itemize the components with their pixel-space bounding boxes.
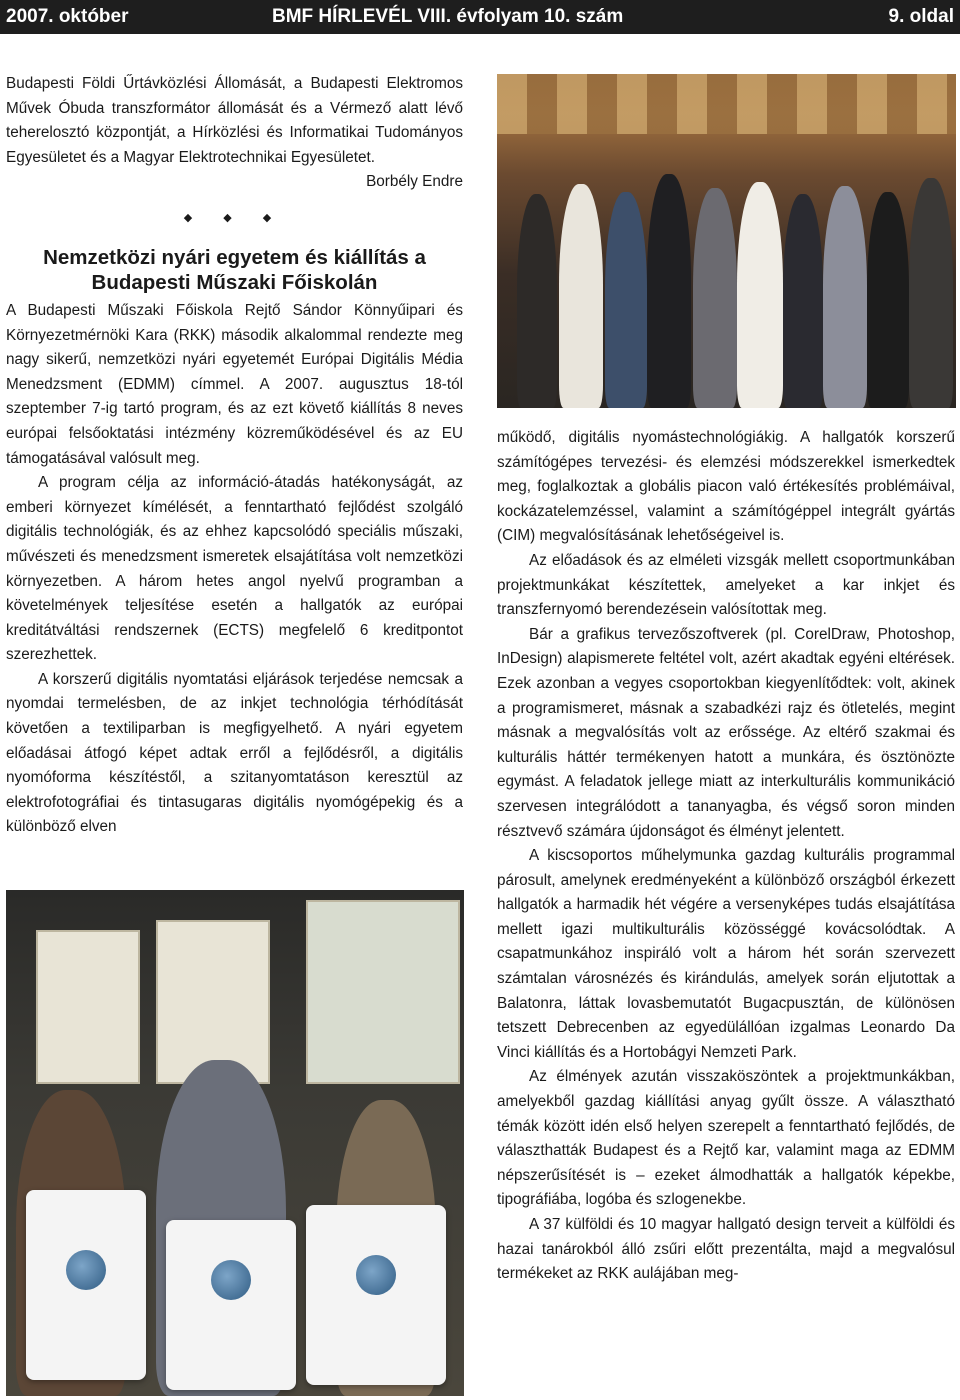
- globe-print-icon: [66, 1250, 106, 1290]
- article-paragraph-7: A kiscsoportos műhelymunka gazdag kulturális programmal párosult, amelynek eredményeként a különböző országból érkezett hallgatók a harmadik hét végére a versenyképes tudás elsajátítása mellett igazi multikulturális közösséggé kovácsolódtak. A csapatmunkához inspiráló volt a három hét során szervezett számtalan városnézés és kirándulás, amelyek során eljutottak a Balatonra, láttak lovasbemutatót Bugacpusztán, de különösen tetszett Debrecenben az egyedülállóan izgalmas Leonardo Da Vinci kiállítás és a Hortobágyi Nemzeti Park.: [497, 847, 955, 1061]
- ceiling-lights: [497, 74, 956, 134]
- article-title: [6, 245, 463, 295]
- tshirt: [306, 1205, 446, 1385]
- article-paragraph-4: működő, digitális nyomástechnológiákig. A hallgatók korszerű számítógépes tervezési- és elemzési módszerekkel ismerkedtek meg, foglalkoztak a globális piacon való értékesítés problémáival, kockázatelemzéssel, valamint a számítógéppel integrált gyártás (CIM) megvalósításának lehetőségeivel is.: [497, 429, 955, 545]
- left-column: [6, 72, 463, 840]
- person-silhouette: [867, 192, 909, 408]
- article-paragraph-3: A korszerű digitális nyomtatási eljárások terjedése nemcsak a nyomdai termelésben, de az inkjet technológia térhódítását követően a textiliparban is megfigyelhető. A nyári egyetem előadásai átfogó képet adtak erről a fejlődésről, a digitális nyomóforma készítéstől, a szitanyomtatáson keresztül az elektrofotográfiai és tintasugaras digitális nyomógépekig és a különböző elven: [6, 670, 463, 836]
- right-column: [497, 426, 955, 1287]
- person-silhouette: [647, 174, 691, 408]
- article-paragraph-6: Bár a grafikus tervezőszoftverek (pl. CorelDraw, Photoshop, InDesign) alapismerete feltétel volt, azért akadtak egyéni eltérések. Ezek azonban a vegyes csoportokban kiegyenlítődtek: volt, akinek a programismeret, másnak a szabadkézi rajz és ötletelés, megint másnak a megvalósítás volt az erőssége. Az eltérő szakmai és kulturális háttér termékenyen hatott a munkára, és ösztönözte egymást. A feladatok jellege miatt az interkulturális kommunikáció szervesen integrálódott a tananyagba, és végső soron minden résztvevő számára újdonságot és élményt jelentett.: [497, 625, 955, 840]
- person-silhouette: [559, 184, 603, 408]
- person-silhouette: [605, 192, 647, 408]
- person-silhouette: [737, 182, 783, 408]
- issue-date: 2007. október: [6, 6, 129, 27]
- person-silhouette: [517, 194, 557, 408]
- section-separator: ◆ ◆ ◆: [183, 211, 286, 224]
- publication-title: BMF HÍRLEVÉL VIII. évfolyam 10. szám: [272, 6, 624, 27]
- person-silhouette: [909, 178, 953, 408]
- person-silhouette: [783, 194, 823, 408]
- tshirt: [26, 1190, 146, 1380]
- article-title-line1: Nemzetközi nyári egyetem és kiállítás a: [43, 245, 426, 269]
- article-paragraph-9: A 37 külföldi és 10 magyar hallgató design terveit a külföldi és hazai tanárokból álló zsűri előtt prezentálta, majd a megvalósul termékeket az RKK aulájában meg-: [497, 1216, 955, 1283]
- article-paragraph-2: A program célja az információ-átadás hatékonyságát, az emberi környezet kímélését, a fenntartható fejlődést szolgáló digitális technológiák, és az ehhez kapcsolódó speciális műszaki, művészeti és menedzsment ismeretek elsajátítása volt nemzetközi környezetben. A három hetes angol nyelvű programban a követelmények teljesítése esetén a hallgatók az európai kreditátváltási rendszernek (ECTS) megfelelő 6 kreditpontot szerezhettek.: [6, 474, 463, 664]
- page-header: [0, 0, 960, 34]
- exhibition-poster: [306, 900, 460, 1084]
- author-signature: Borbély Endre: [366, 173, 463, 191]
- article-paragraph-1: A Budapesti Műszaki Főiskola Rejtő Sándor Könnyűipari és Környezetmérnöki Kara (RKK) második alkalommal rendezte meg nagy sikerű, nemzetközi nyári egyetemét Európai Digitális Média Menedzsment (EDMM) címmel. A 2007. augusztus 18-tól szeptember 7-ig tartó program, és az ezt követő kiállítás 8 neves európai felsőoktatási intézmény közreműködésével és az EU támogatásával valósult meg.: [6, 301, 463, 467]
- globe-print-icon: [356, 1255, 396, 1295]
- page-number: 9. oldal: [888, 6, 954, 27]
- tshirt-exhibition-photo: [6, 890, 464, 1396]
- person-silhouette: [693, 188, 737, 408]
- exhibition-poster: [36, 930, 140, 1084]
- tshirt: [166, 1220, 296, 1390]
- person-silhouette: [823, 186, 867, 408]
- globe-print-icon: [211, 1260, 251, 1300]
- article-title-line2: Budapesti Műszaki Főiskolán: [91, 270, 378, 294]
- article-paragraph-8: Az élmények azután visszaköszöntek a projektmunkákban, amelyekből gazdag kiállítási anyag gyűlt össze. A választható témák között idén első helyen szerepelt a fenntartható fejlődés, de választhatták Budapest és a Rejtő kar, valamint maga az EDMM népszerűsítését is – ezeket álmodhatták a hallgatók képekbe, tipográfiába, logóba és szlogenekbe.: [497, 1068, 955, 1209]
- article-paragraph-5: Az előadások és az elméleti vizsgák mellett csoportmunkában projektmunkákat készítettek, amelyeket a kar inkjet és transzfernyomó berendezésein valósítottak meg.: [497, 551, 955, 619]
- group-photo: [497, 74, 956, 408]
- intro-paragraph: Budapesti Földi Űrtávközlési Állomását, a Budapesti Elektromos Művek Óbuda transzformátor állomását és a Vérmező alatt lévő teherelosztó központját, a Hírközlési és Informatikai Tudományos Egyesületet és a Magyar Elektrotechnikai Egyesületet.: [6, 75, 463, 166]
